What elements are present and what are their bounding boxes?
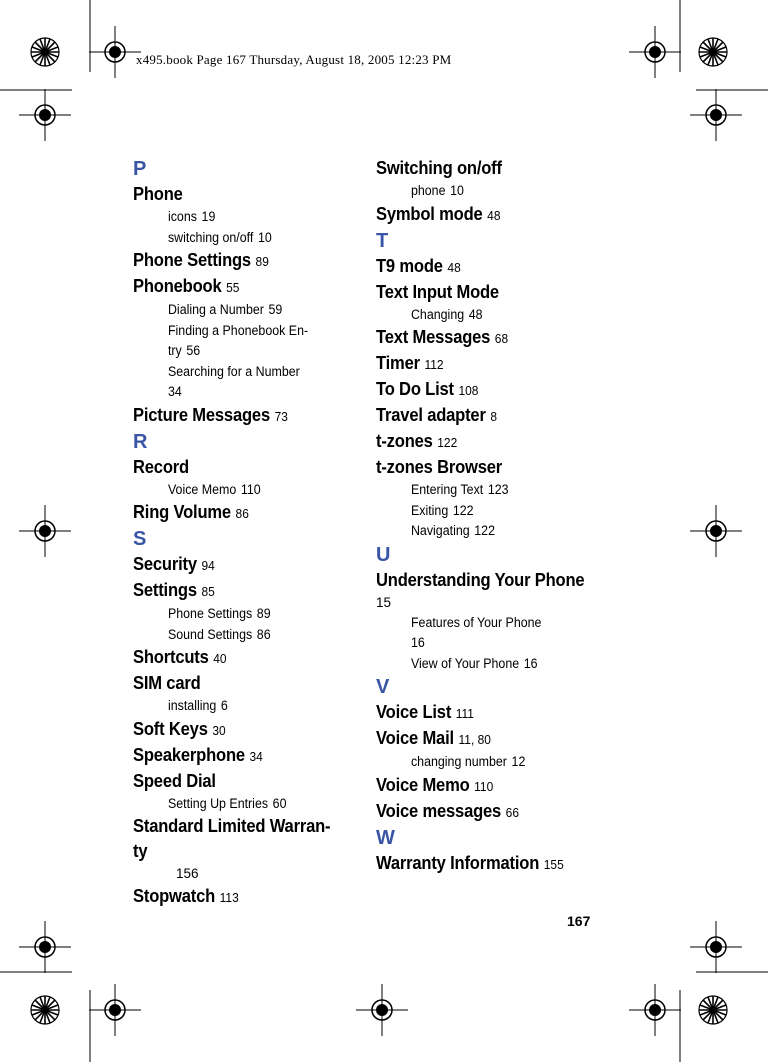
index-page-number: 10 <box>257 229 272 245</box>
index-term: Features of Your Phone 16 <box>410 614 542 650</box>
index-term: Ring Volume <box>133 502 231 522</box>
index-letter-heading: R <box>133 430 148 453</box>
index-page-reference: 15 <box>376 594 392 610</box>
index-term: Voice messages <box>376 800 502 821</box>
index-term: changing number <box>410 754 507 769</box>
book-info-header: x495.book Page 167 Thursday, August 18, 2005 12:23 PM <box>136 52 452 67</box>
index-term: Finding a Phonebook En- try <box>167 322 309 358</box>
index-term: Phone <box>133 184 183 204</box>
index-page-number: 85 <box>201 584 215 599</box>
index-term: Phonebook <box>133 276 222 296</box>
index-page-number: 122 <box>474 523 495 538</box>
index-page-number: 86 <box>256 626 271 642</box>
index-term: Entering Text <box>410 482 484 497</box>
index-term: Shortcuts <box>133 647 209 667</box>
index-page-number: 122 <box>437 435 458 450</box>
index-letter-heading: W <box>376 826 395 849</box>
index-page-number: 30 <box>212 722 226 738</box>
index-term: icons <box>167 209 197 224</box>
index-page-number: 123 <box>487 482 509 497</box>
index-page-number: 19 <box>201 209 216 224</box>
index-term: Travel adapter <box>376 405 486 425</box>
index-term: T9 mode <box>376 255 443 276</box>
index-letter-heading: P <box>133 158 147 180</box>
index-page-number: 16 <box>523 655 538 671</box>
index-page-number: 59 <box>268 302 283 317</box>
index-term: Soft Keys <box>133 718 208 739</box>
index-term: installing <box>167 698 217 713</box>
index-letter-heading: U <box>376 543 391 566</box>
index-page-number: 40 <box>213 651 227 666</box>
page-number: 167 <box>567 913 591 929</box>
index-page-number: 86 <box>235 506 249 521</box>
index-page-number: 55 <box>226 280 240 295</box>
index-term: Switching on/off <box>376 158 502 178</box>
index-term: Text Messages <box>376 327 491 347</box>
index-page-number: 10 <box>450 183 464 198</box>
index-term: To Do List <box>376 379 454 399</box>
index-term: Setting Up Entries <box>167 795 269 811</box>
index-term: Voice List <box>376 702 452 722</box>
index-term: Text Input Mode <box>376 281 499 302</box>
index-letter-heading: S <box>133 528 147 550</box>
index-page-number: 89 <box>256 606 271 621</box>
index-letter-heading: T <box>376 229 389 252</box>
index-term: Exiting <box>410 502 449 518</box>
index-page-number: 73 <box>274 408 288 424</box>
index-term: Navigating <box>410 523 470 538</box>
index-page-number: 60 <box>272 795 287 811</box>
index-term: Speakerphone <box>133 744 245 765</box>
index-term: phone <box>410 183 446 198</box>
index-page-number: 48 <box>487 207 501 223</box>
index-page-number: 110 <box>240 481 261 497</box>
index-term: Settings <box>133 580 197 600</box>
index-term: Voice Mail <box>376 728 454 748</box>
index-page-number: 94 <box>201 558 215 573</box>
index-term: Sound Settings <box>167 626 253 642</box>
index-term: Symbol mode <box>376 203 483 224</box>
index-term: Voice Memo <box>376 774 470 795</box>
index-page-number: 110 <box>474 778 494 794</box>
index-page-number: 6 <box>220 698 228 713</box>
index-page-number: 113 <box>219 890 239 905</box>
index-term: Timer <box>376 353 420 373</box>
index-page-number: 68 <box>494 331 509 346</box>
index-page-number: 11, 80 <box>458 732 491 747</box>
index-term: Security <box>133 554 197 574</box>
index-term: Searching for a Number 34 <box>167 363 300 399</box>
index-page-number: 122 <box>452 502 474 518</box>
index-page-number: 112 <box>424 357 444 372</box>
index-page-number: 111 <box>455 706 474 721</box>
index-term: Voice Memo <box>167 481 237 497</box>
index-term: ty <box>133 841 148 861</box>
index-term: Dialing a Number <box>167 302 264 317</box>
index-term: Record <box>133 456 189 477</box>
index-page-number: 89 <box>255 254 269 269</box>
index-term: switching on/off <box>167 229 254 245</box>
index-page-reference: 156 <box>176 866 199 881</box>
index-page-number: 155 <box>543 856 564 872</box>
index-page-number: 48 <box>468 306 483 322</box>
index-page-number: 56 <box>186 343 201 358</box>
index-letter-heading: V <box>376 676 390 698</box>
index-term: t-zones <box>376 431 433 451</box>
index-term: Understanding Your Phone <box>376 569 585 590</box>
index-term: SIM card <box>133 673 201 693</box>
index-term: Standard Limited Warran- <box>133 816 331 836</box>
index-term: View of Your Phone <box>410 655 520 671</box>
index-term: Picture Messages <box>133 404 270 425</box>
index-page-number: 12 <box>511 754 526 769</box>
index-page-number: 34 <box>249 748 263 764</box>
index-page-number: 66 <box>505 804 519 820</box>
index-page-number: 8 <box>490 409 497 424</box>
index-term: t-zones Browser <box>376 457 503 477</box>
index-term: Speed Dial <box>133 770 216 791</box>
index-term: Warranty Information <box>376 852 540 873</box>
index-page-number: 48 <box>447 259 461 275</box>
index-term: Phone Settings <box>167 606 253 621</box>
index-term: Phone Settings <box>133 250 251 270</box>
index-page-number: 108 <box>458 383 479 398</box>
index-term: Stopwatch <box>133 886 216 906</box>
index-term: Changing <box>410 306 465 322</box>
